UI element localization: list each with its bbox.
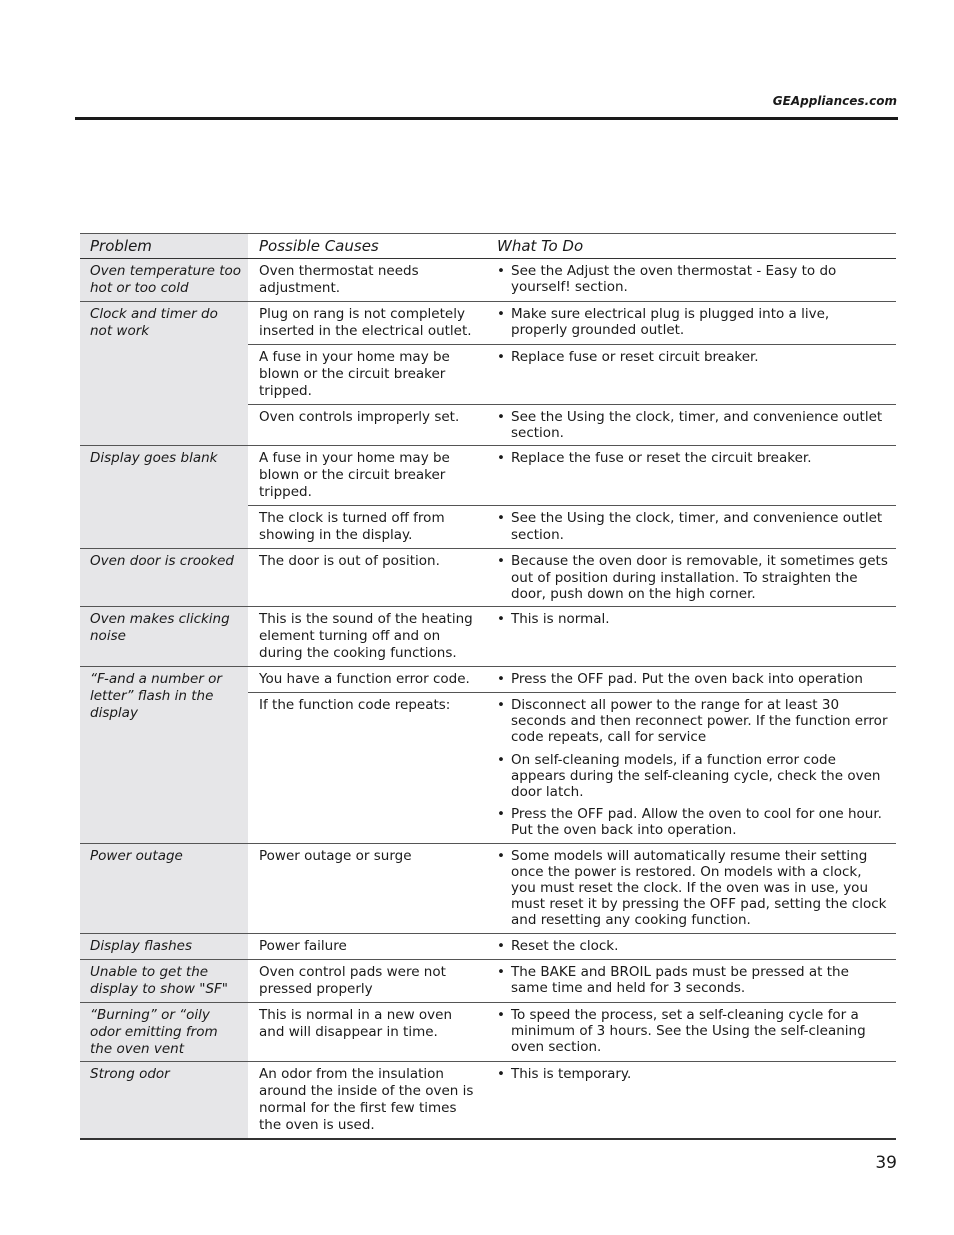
bullet-item: [497, 553, 888, 602]
problem-cell: Clock and timer do not work: [80, 302, 248, 445]
bullet-text: Press the OFF pad. Put the oven back into operation: [511, 671, 863, 688]
cause-cell: A fuse in your home may be blown or the circuit breaker tripped.: [259, 450, 450, 501]
bullet-icon: •: [497, 806, 505, 823]
bullet-text: Make sure electrical plug is plugged into a live, properly grounded outlet.: [511, 306, 830, 339]
bullet-text: Because the oven door is removable, it sometimes gets out of position during installation. To straighten the door, push down on the high corner.: [511, 553, 888, 602]
table-group: [80, 259, 896, 302]
bullet-item: [497, 349, 888, 365]
what-to-do-cell: [486, 844, 896, 933]
bullet-icon: •: [497, 697, 505, 714]
bullet-item: [497, 1066, 888, 1082]
table-group: [80, 844, 896, 934]
cause-cell: A fuse in your home may be blown or the circuit breaker tripped.: [259, 349, 450, 399]
bullet-icon: •: [497, 1006, 505, 1023]
bullet-item: [497, 752, 888, 801]
what-to-do-cell: [486, 607, 896, 666]
bullet-icon: •: [497, 409, 505, 425]
problem-cell: Oven makes clicking noise: [80, 607, 248, 666]
bullet-icon: •: [497, 1065, 505, 1082]
what-to-do-cell: [486, 960, 896, 1002]
column-header-problem: Problem: [80, 234, 248, 258]
what-to-do-cell: [486, 1062, 896, 1138]
bullet-text: To speed the process, set a self-cleaning cycle for a minimum of 3 hours. See the Using the self-cleaning oven section.: [511, 1006, 866, 1056]
bullet-item: [497, 848, 888, 929]
header-rule: [75, 117, 898, 120]
problem-cell: “F-and a number or letter” flash in the display: [80, 667, 248, 843]
table-group: [80, 446, 896, 549]
what-to-do-cell: [486, 934, 896, 959]
what-to-do-cell: [486, 302, 896, 344]
table-group: [80, 934, 896, 960]
cause-cell: You have a function error code.: [259, 671, 470, 688]
bullet-icon: •: [497, 671, 505, 688]
table-header: [80, 234, 896, 259]
what-to-do-cell: [486, 405, 896, 445]
cause-cell: The clock is turned off from showing in the display.: [259, 510, 445, 544]
bullet-icon: •: [497, 963, 505, 980]
site-url: GEAppliances.com: [772, 94, 897, 108]
cause-cell: Oven thermostat needs adjustment.: [259, 263, 419, 296]
bullet-icon: •: [497, 847, 505, 864]
table-group: [80, 607, 896, 667]
table-group: [80, 667, 896, 844]
bullet-text: This is temporary.: [511, 1065, 632, 1082]
column-header-what-to-do: What To Do: [497, 237, 584, 255]
problem-cell: Strong odor: [80, 1062, 248, 1138]
bullet-item: [497, 964, 888, 996]
table-group: [80, 1062, 896, 1138]
bullet-item: [497, 306, 888, 338]
bullet-icon: •: [497, 349, 505, 365]
table-row: [248, 549, 896, 606]
bullet-icon: •: [497, 937, 505, 954]
bullet-item: [497, 1007, 888, 1056]
bullet-text: See the Using the clock, timer, and convenience outlet section.: [511, 409, 883, 442]
bullet-item: [497, 697, 888, 746]
table-row: [248, 607, 896, 666]
bullet-icon: •: [497, 263, 505, 279]
table-row: [248, 505, 896, 548]
table-row: [248, 344, 896, 404]
problem-cell: Power outage: [80, 844, 248, 933]
what-to-do-cell: [486, 446, 896, 505]
cause-cell: An odor from the insulation around the inside of the oven is normal for the first few times the oven is used.: [259, 1065, 474, 1133]
table-body: [80, 259, 896, 1138]
bullet-item: [497, 510, 888, 542]
table-row: [248, 404, 896, 445]
bullet-item: [497, 806, 888, 838]
cause-cell: This is normal in a new oven and will disappear in time.: [259, 1006, 453, 1040]
bullet-icon: •: [497, 450, 505, 467]
problem-cell: Display goes blank: [80, 446, 248, 548]
bullet-text: The BAKE and BROIL pads must be pressed at the same time and held for 3 seconds.: [511, 963, 849, 996]
what-to-do-cell: [486, 1003, 896, 1060]
bullet-item: [497, 938, 888, 954]
bullet-item: [497, 409, 888, 441]
cause-cell: Oven controls improperly set.: [259, 409, 460, 425]
what-to-do-cell: [486, 345, 896, 404]
page-number: 39: [875, 1153, 897, 1173]
bullet-item: [497, 671, 888, 687]
cause-cell: Power failure: [259, 937, 347, 954]
cause-cell: The door is out of position.: [259, 553, 440, 570]
table-row: [248, 446, 896, 505]
table-group: [80, 1003, 896, 1062]
cause-cell: If the function code repeats:: [259, 697, 451, 714]
what-to-do-cell: [486, 506, 896, 548]
problem-cell: Oven door is crooked: [80, 549, 248, 606]
what-to-do-cell: [486, 549, 896, 606]
bullet-text: See the Adjust the oven thermostat - Easy to do yourself! section.: [511, 263, 837, 296]
table-row: [248, 302, 896, 344]
bullet-icon: •: [497, 611, 505, 628]
problem-cell: Oven temperature too hot or too cold: [80, 259, 248, 301]
cause-cell: This is the sound of the heating element turning off and on during the cooking functions.: [259, 611, 473, 662]
bullet-icon: •: [497, 510, 505, 527]
bullet-text: Replace fuse or reset circuit breaker.: [511, 349, 759, 365]
bullet-text: This is normal.: [511, 611, 610, 628]
what-to-do-cell: [486, 693, 896, 843]
bullet-text: Reset the clock.: [511, 937, 619, 954]
problem-cell: Unable to get the display to show "SF": [80, 960, 248, 1002]
bullet-icon: •: [497, 306, 505, 322]
bullet-item: [497, 450, 888, 466]
table-row: [248, 960, 896, 1002]
bullet-icon: •: [497, 553, 505, 570]
table-group: [80, 960, 896, 1003]
bullet-text: On self-cleaning models, if a function error code appears during the self-cleaning cycle, check the oven door latch.: [511, 751, 881, 801]
bullet-text: See the Using the clock, timer, and convenience outlet section.: [511, 510, 883, 543]
problem-cell: Display flashes: [80, 934, 248, 959]
bullet-text: Disconnect all power to the range for at least 30 seconds and then reconnect power. If the function error code repeats, call for service: [511, 697, 888, 746]
bullet-item: [497, 263, 888, 295]
table-group: [80, 549, 896, 607]
table-row: [248, 1003, 896, 1060]
bullet-text: Press the OFF pad. Allow the oven to cool for one hour. Put the oven back into operation.: [511, 806, 882, 839]
table-row: [248, 844, 896, 933]
what-to-do-cell: [486, 259, 896, 301]
column-header-causes: Possible Causes: [259, 237, 379, 255]
table-row: [248, 692, 896, 843]
table-group: [80, 302, 896, 446]
table-row: [248, 1062, 896, 1138]
bullet-text: Some models will automatically resume their setting once the power is restored. On models with a clock, you must reset the clock. If the oven was in use, you must reset it by pressing the OFF pad, setting the clock and resetting any cooking function.: [511, 847, 887, 929]
cause-cell: Power outage or surge: [259, 847, 412, 864]
problem-cell: “Burning” or “oily odor emitting from the oven vent: [80, 1003, 248, 1061]
bullet-text: Replace the fuse or reset the circuit breaker.: [511, 450, 812, 467]
bullet-item: [497, 611, 888, 627]
what-to-do-cell: [486, 667, 896, 692]
bullet-icon: •: [497, 751, 505, 768]
cause-cell: Plug on rang is not completely inserted in the electrical outlet.: [259, 306, 472, 339]
table-row: [248, 667, 896, 692]
cause-cell: Oven control pads were not pressed properly: [259, 963, 446, 997]
table-row: [248, 259, 896, 301]
table-row: [248, 934, 896, 959]
troubleshooting-table: [80, 233, 896, 1140]
